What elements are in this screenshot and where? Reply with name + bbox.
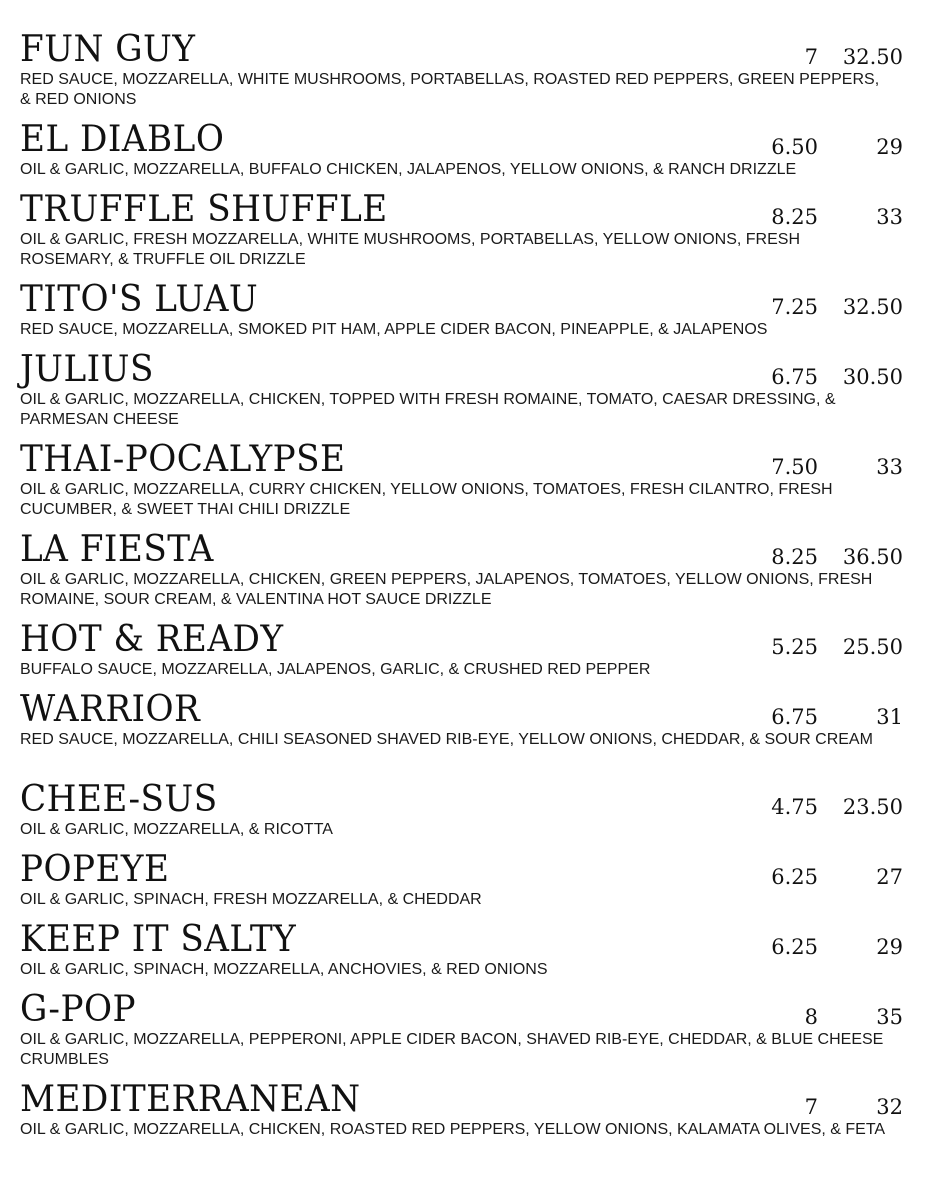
item-description: OIL & GARLIC, MOZZARELLA, CHICKEN, GREEN PEPPERS, JALAPENOS, TOMATOES, YELLOW ONIONS, FRESH ROMAINE, SOUR CREAM, & VALENTINA HOT SAUCE DRIZZLE	[20, 571, 873, 608]
item-name: EL DIABLO	[20, 119, 225, 160]
menu-item-titos-luau	[20, 280, 908, 350]
menu-item-chee-sus	[20, 780, 908, 850]
item-name: HOT & READY	[20, 619, 284, 660]
price-large: 29	[876, 135, 903, 159]
item-name: POPEYE	[20, 849, 170, 890]
price-small: 4.75	[771, 795, 818, 819]
price-large: 32	[876, 1095, 903, 1119]
item-description: RED SAUCE, MOZZARELLA, CHILI SEASONED SHAVED RIB-EYE, YELLOW ONIONS, CHEDDAR, & SOUR CREAM	[20, 731, 873, 748]
item-name: KEEP IT SALTY	[20, 919, 297, 960]
price-large: 27	[876, 865, 903, 889]
item-description: OIL & GARLIC, MOZZARELLA, CURRY CHICKEN, YELLOW ONIONS, TOMATOES, FRESH CILANTRO, FRESH CUCUMBER, & SWEET THAI CHILI DRIZZLE	[20, 481, 833, 518]
menu-item-mediterranean	[20, 1080, 908, 1170]
item-description: OIL & GARLIC, MOZZARELLA, CHICKEN, ROASTED RED PEPPERS, YELLOW ONIONS, KALAMATA OLIVES, & FETA	[20, 1121, 886, 1138]
price-small: 6.25	[771, 935, 818, 959]
menu-item-keep-it-salty	[20, 920, 908, 990]
menu-item-julius	[20, 350, 908, 440]
price-small: 5.25	[771, 635, 818, 659]
menu-item-warrior	[20, 690, 908, 780]
item-name: CHEE-SUS	[20, 779, 218, 820]
menu-item-truffle-shuffle	[20, 190, 908, 280]
item-name: THAI-POCALYPSE	[20, 439, 346, 480]
item-name: JULIUS	[20, 349, 154, 390]
price-small: 6.25	[771, 865, 818, 889]
price-small: 6.75	[771, 705, 818, 729]
price-large: 23.50	[842, 795, 903, 819]
price-small: 7.50	[771, 455, 818, 479]
item-name: LA FIESTA	[20, 529, 214, 570]
menu-item-la-fiesta	[20, 530, 908, 620]
item-name: MEDITERRANEAN	[20, 1079, 361, 1120]
item-name: TITO'S LUAU	[20, 279, 259, 320]
item-description: BUFFALO SAUCE, MOZZARELLA, JALAPENOS, GARLIC, & CRUSHED RED PEPPER	[20, 661, 651, 678]
item-name: WARRIOR	[20, 689, 201, 730]
price-large: 30.50	[842, 365, 903, 389]
item-description: OIL & GARLIC, SPINACH, FRESH MOZZARELLA, & CHEDDAR	[20, 891, 482, 908]
price-large: 31	[876, 705, 903, 729]
price-large: 36.50	[842, 545, 903, 569]
price-large: 33	[876, 205, 903, 229]
menu-item-g-pop	[20, 990, 908, 1080]
price-large: 29	[876, 935, 903, 959]
price-small: 7	[804, 1095, 818, 1119]
item-description: OIL & GARLIC, MOZZARELLA, CHICKEN, TOPPED WITH FRESH ROMAINE, TOMATO, CAESAR DRESSING, & PARMESAN CHEESE	[20, 391, 836, 428]
item-description: OIL & GARLIC, MOZZARELLA, BUFFALO CHICKEN, JALAPENOS, YELLOW ONIONS, & RANCH DRIZZLE	[20, 161, 797, 178]
menu-item-popeye	[20, 850, 908, 920]
item-description: OIL & GARLIC, FRESH MOZZARELLA, WHITE MUSHROOMS, PORTABELLAS, YELLOW ONIONS, FRESH ROSEMARY, & TRUFFLE OIL DRIZZLE	[20, 231, 800, 268]
menu-item-thai-pocalypse	[20, 440, 908, 530]
price-small: 6.75	[771, 365, 818, 389]
price-small: 8	[804, 1005, 818, 1029]
item-name: FUN GUY	[20, 29, 196, 70]
price-small: 8.25	[771, 205, 818, 229]
price-large: 32.50	[842, 45, 903, 69]
price-small: 7.25	[771, 295, 818, 319]
menu-item-fun-guy	[20, 30, 908, 120]
price-large: 32.50	[842, 295, 903, 319]
item-description: RED SAUCE, MOZZARELLA, SMOKED PIT HAM, APPLE CIDER BACON, PINEAPPLE, & JALAPENOS	[20, 321, 768, 338]
item-description: OIL & GARLIC, SPINACH, MOZZARELLA, ANCHOVIES, & RED ONIONS	[20, 961, 548, 978]
price-small: 6.50	[771, 135, 818, 159]
price-small: 7	[804, 45, 818, 69]
price-large: 35	[876, 1005, 903, 1029]
price-large: 25.50	[842, 635, 903, 659]
item-description: OIL & GARLIC, MOZZARELLA, PEPPERONI, APPLE CIDER BACON, SHAVED RIB-EYE, CHEDDAR, & BLUE CHEESE CRUMBLES	[20, 1031, 884, 1068]
menu-item-hot-and-ready	[20, 620, 908, 690]
menu-item-el-diablo	[20, 120, 908, 190]
item-description: OIL & GARLIC, MOZZARELLA, & RICOTTA	[20, 821, 333, 838]
pizza-menu	[20, 30, 908, 1170]
item-description: RED SAUCE, MOZZARELLA, WHITE MUSHROOMS, PORTABELLAS, ROASTED RED PEPPERS, GREEN PEPPERS, & RED ONIONS	[20, 71, 880, 108]
item-name: G-POP	[20, 989, 136, 1030]
price-small: 8.25	[771, 545, 818, 569]
price-large: 33	[876, 455, 903, 479]
item-name: TRUFFLE SHUFFLE	[20, 189, 388, 230]
